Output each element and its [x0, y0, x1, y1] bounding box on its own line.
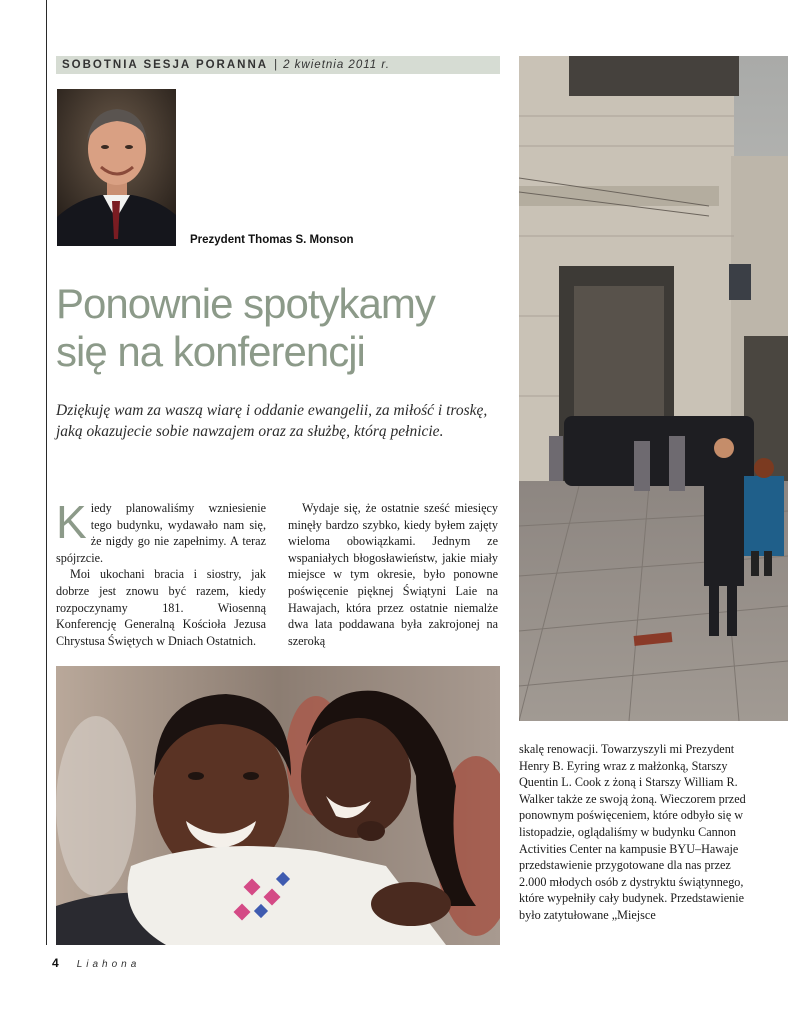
- body-column-3: [519, 741, 747, 924]
- page-footer: [52, 956, 140, 970]
- body-column-1: [56, 496, 266, 649]
- embrace-photo: [56, 666, 500, 945]
- drop-cap: K: [56, 496, 87, 548]
- temple-photo: [519, 56, 788, 721]
- paragraph: skalę renowacji. Towarzyszyli mi Prezydent Henry B. Eyring wraz z małżonką, Starszy Quentin L. Cook z żoną i Starszy William R. Walker także ze swoją żoną. Wieczorem przed ponownym poświęceniem, które odbyło się w listopadzie, oglądaliśmy w budynku Cannon Activities Center na kampusie BYU–Hawaje przedstawienie przygotowane dla nas przez 2.000 młodych osób z dystryktu świątynnego, które wypełniły cały budynek. Przedstawienie było zatytułowane „Miejsce: [519, 742, 746, 922]
- margin-rule: [46, 0, 47, 945]
- header-separator: |: [274, 59, 278, 71]
- paragraph: Wydaje się, że ostatnie sześć miesięcy minęły bardzo szybko, kiedy byłem zajęty wieloma obowiązkami. Jednym ze wspaniałych błogosławieństw, jakie miały miejsce w tym okresie, było ponowne poświęcenie pięknej Świątyni Laie na Hawajach, która przez ostatnie niemalże dwa lata poddawana była zakrojonej na szeroką: [288, 501, 498, 648]
- paragraph: Moi ukochani bracia i siostry, jak dobrze jest znowu być razem, kiedy rozpoczynamy 181. Wiosenną Konferencję Generalną Kościoła Jezusa Chrystusa Świętych w Dniach Ostatnich.: [56, 567, 266, 648]
- article-title: [56, 280, 496, 376]
- article-subtitle: Dziękuję wam za waszą wiarę i oddanie ewangelii, za miłość i troskę, jaką okazujecie sobie nawzajem oraz za służbę, którą pełnicie.: [56, 402, 488, 440]
- session-header: [56, 56, 500, 74]
- title-line-1: Ponownie spotykamy: [56, 280, 435, 327]
- portrait-caption: Prezydent Thomas S. Monson: [190, 234, 354, 246]
- session-name: SOBOTNIA SESJA PORANNA: [62, 59, 269, 71]
- page-number: 4: [52, 956, 59, 970]
- body-column-2: [288, 500, 498, 649]
- session-date: 2 kwietnia 2011 r.: [283, 59, 390, 71]
- paragraph: iedy planowaliśmy wzniesienie tego budynku, wydawało nam się, że nigdy go nie zapełnimy. A teraz spójrzcie.: [56, 501, 266, 565]
- portrait-photo: [57, 89, 176, 246]
- magazine-name: Liahona: [76, 959, 141, 970]
- title-line-2: się na konferencji: [56, 328, 365, 375]
